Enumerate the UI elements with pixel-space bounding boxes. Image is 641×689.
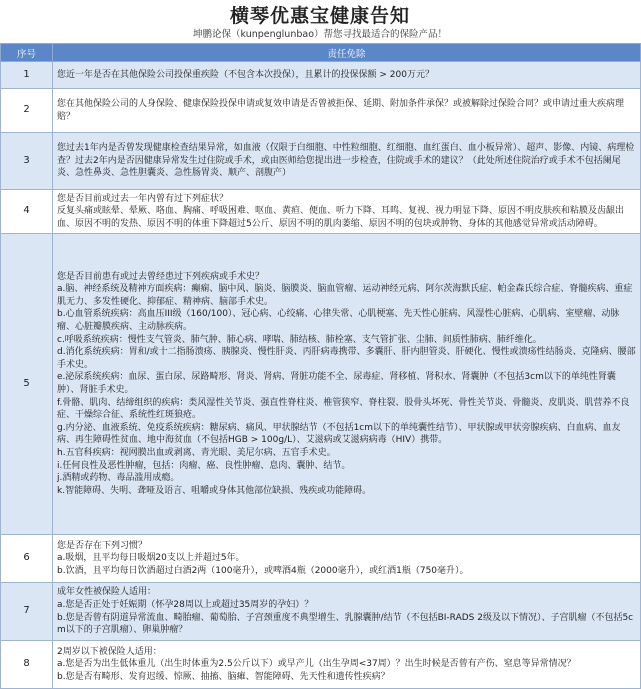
row-text-line: a.您是否正处于妊娠期（怀孕28周以上或超过35周岁的孕妇）？ [57,599,314,610]
row-content [53,62,641,89]
row-text-line: 反复头痛或眩晕、晕厥、咯血、胸痛、呼吸困难、呕血、黄疸、便血、听力下降、耳鸣、复视、视力明显下降、原因不明皮肤疾和粘膜及齿龈出血、原因不明的发热、原因不明的体重下降超过5公斤、原因不明的肌肉萎缩、原因不明的包块或肿物、身体的其他感觉异常或活动障碍。 [57,206,625,229]
row-text-line: 成年女性被保险人适用： [57,587,157,598]
row-text-line: 您在其他保险公司的人身保险、健康保险投保申请或复效申请是否曾被拒保、延期、附加条件承保？或被解除过保险合同？或申请过重大疾病理赔？ [57,98,625,122]
header-liability-exclusion: 责任免除 [53,44,641,62]
table-row [1,133,641,190]
table-header-row [1,44,641,62]
row-content [53,89,641,133]
table-row [1,190,641,234]
row-number: 2 [1,89,53,133]
row-content [53,641,641,689]
row-text-line: a.吸烟，且平均每日吸烟20支以上并超过5年。 [57,553,245,564]
page-title: 横琴优惠宝健康告知 [229,5,410,27]
row-text-line: 您过去1年内是否曾发现健康检查结果异常，如血液（仅限于白细胞、中性粒细胞、红细胞、血红蛋白、血小板异常）、超声、影像、内镜、病理检查？过去2年内是否因健康异常发生过住院或手术，或由医师给您提出进一步检查，住院或手术的建议？（此处所述住院治疗或手术不包括阑尾炎、急性鼻炎、急性胆囊炎、急性肠胃炎、顺产、剖腹产） [57,143,635,179]
row-text-line: g.内分泌、血液系统、免疫系统疾病：糖尿病、痛风、甲状腺结节（不包括1cm以下的单纯囊性结节）、甲状腺或甲状旁腺疾病、白血病、血友病、再生障碍性贫血、地中海贫血（不包括HGB > 100g/L）、艾滋病或艾滋病病毒（HIV）携带。 [57,422,621,446]
row-content [53,535,641,583]
table-body [1,62,641,689]
health-notice-table [0,43,641,689]
row-content [53,234,641,535]
row-text-line: e.泌尿系统疾病：血尿、蛋白尿、尿路畸形、肾炎、肾病、肾脏功能不全、尿毒症、肾移植、肾积水、肾囊肿（不包括3cm以下的单纯性肾囊肿）、肾脏手术史。 [57,372,616,395]
row-text-line: b.您是否有畸形、发育迟缓、惊厥、抽搐、脑瘫、智能障碍、先天性和遗传性疾病？ [57,671,390,682]
row-number: 4 [1,190,53,234]
row-content [53,133,641,190]
table-row [1,641,641,689]
table-row [1,89,641,133]
row-text-line: i.任何良性及恶性肿瘤，包括：肉瘤、癌、良性肿瘤、息肉、囊肿、结节。 [57,460,351,471]
row-text-line: a.脑、神经系统及精神方面疾病：癫痫、脑中风、脑炎、脑膜炎、脑血管瘤、运动神经元病、阿尔茨海默氏症、帕金森氏综合症、脊髓疾病、重症肌无力、多发性硬化、抑郁症、精神病、脑部手术史。 [57,284,633,307]
row-text-line: j.酒精或药物、毒品滥用成瘾。 [57,473,180,484]
row-number: 5 [1,234,53,535]
row-text-line: c.呼吸系统疾病：慢性支气管炎、肺气肿、肺心病、哮喘、肺结核、肺栓塞、支气管扩张、尘肺、间质性肺病、肺纤维化。 [57,334,542,345]
row-text-line: f.骨骼、肌肉、结缔组织的疾病：类风湿性关节炎、强直性脊柱炎、椎管狭窄、脊柱裂、股骨头坏死、骨性关节炎、骨髓炎、皮肌炎、肌营养不良症、干燥综合征、系统性红斑狼疮。 [57,397,630,421]
header-serial: 序号 [1,44,53,62]
row-text-line: 您是否存在下列习惯？ [57,540,148,551]
page-subtitle: 坤鹏论保（kunpenglunbao）帮您寻找最适合的保险产品！ [192,29,448,40]
table-row [1,583,641,641]
row-text-line: 您是否目前患有或过去曾经患过下列疾病或手术史？ [57,271,265,282]
row-content [53,583,641,641]
row-text-line: b.您是否曾有阴道异常流血、畸胎瘤、葡萄胎、子宫颈重度不典型增生、乳腺囊肿/结节（不包括BI-RADS 2级及以下情况）、子宫肌瘤（不包括5cm以下的子宫肌瘤）、卵巢肿瘤？ [57,612,634,636]
row-number: 3 [1,133,53,190]
row-number: 6 [1,535,53,583]
row-number: 8 [1,641,53,689]
row-text-line: d.消化系统疾病：胃和/或十二指肠溃疡、胰腺炎、慢性肝炎、丙肝病毒携带、多囊肝、肝内胆管炎、肝硬化、慢性或溃疡性结肠炎、克隆病、腰部手术史。 [57,347,636,370]
row-number: 1 [1,62,53,89]
table-row [1,535,641,583]
row-number: 7 [1,583,53,641]
row-text-line: a.您是否为出生低体重儿（出生时体重为2.5公斤以下）或早产儿（出生孕周<37周）？出生时候是否曾有产伤、窒息等异常情况？ [57,659,576,670]
row-text-line: b.饮酒，且平均每日饮酒超过白酒2两（100毫升），或啤酒4瓶（2000毫升），或红酒1瓶（750毫升）。 [57,565,469,576]
table-row [1,62,641,89]
row-text-line: k.智能障碍、失明、聋哑及语言、咀嚼或身体其他部位缺损、残疾或功能障碍。 [57,485,372,496]
row-text-line: 您是否目前或过去一年内曾有过下列症状？ [57,193,229,204]
table-row [1,234,641,535]
row-text-line: 2周岁以下被保险人适用： [57,646,162,657]
row-text-line: b.心血管系统疾病：高血压III级（160/100）、冠心病、心绞痛、心律失常、心肌梗塞、先天性心脏病、风湿性心脏病、心肌病、室壁瘤、动脉瘤、心脏瓣膜疾病、主动脉疾病。 [57,309,620,333]
row-text-line: h.五官科疾病：视网膜出血或剥离、青光眼、美尼尔病、五官手术史。 [57,447,336,458]
row-text-line: 您近一年是否在其他保险公司投保重疾险（不包含本次投保），且累计的投保保额 > 200万元？ [57,69,434,80]
row-content [53,190,641,234]
